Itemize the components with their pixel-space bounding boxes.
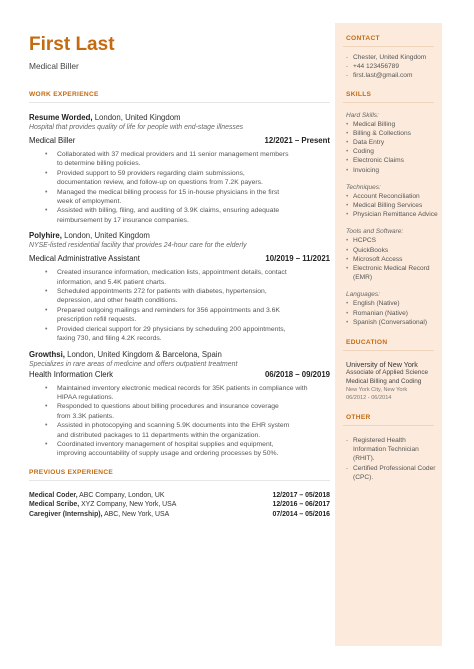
previous-dates: 12/2017 – 05/2018 — [272, 491, 330, 499]
education-dates: 06/2012 - 06/2014 — [346, 395, 392, 402]
previous-item — [29, 510, 330, 519]
skill-item: • Coding — [346, 147, 442, 156]
education-program: Medical Billing and Coding — [346, 377, 422, 385]
contact-location: - Chester, United Kingdom — [346, 53, 442, 62]
previous-dates: 07/2014 – 05/2016 — [272, 510, 330, 518]
previous-item — [29, 500, 330, 509]
company-description: Specializes in rare areas of medicine and offers outpatient treatment — [29, 360, 238, 368]
company-location: London, United Kingdom & Barcelona, Spain — [64, 349, 222, 359]
skill-item: • Medical Billing — [346, 120, 442, 129]
job-entry — [29, 113, 330, 225]
sidebar — [335, 23, 442, 646]
job-dates: 06/2018 – 09/2019 — [264, 369, 330, 379]
company-name: Growthsi, — [29, 349, 65, 359]
other-section — [335, 414, 442, 482]
job-bullets — [29, 150, 330, 225]
other-list — [346, 436, 442, 482]
education-degree: Associate of Applied Science — [346, 369, 429, 377]
skill-group-label: Techniques: — [346, 183, 381, 191]
skill-item: • Electronic Medical Record (EMR) — [346, 264, 442, 282]
certification-item: - Certified Professional Coder (CPC). — [346, 464, 442, 482]
section-title-skills: SKILLS — [346, 90, 372, 98]
bullet-item: • Coordinated inventory management of hospital supplies and equipment, improving accountability of supply usage and ordering processes by 50%. — [29, 440, 330, 459]
section-divider — [343, 46, 434, 47]
company-location: London, United Kingdom — [61, 231, 150, 241]
bullet-item: • Collaborated with 37 medical providers and 11 senior management members to determine billing policies. — [29, 150, 330, 169]
job-entry — [29, 350, 330, 459]
previous-dates: 12/2016 – 06/2017 — [272, 501, 330, 509]
section-divider — [343, 102, 434, 103]
section-divider — [29, 102, 330, 103]
section-title-previous: PREVIOUS EXPERIENCE — [29, 468, 114, 476]
skill-item: • Physician Remittance Advice — [346, 210, 442, 219]
section-divider — [29, 480, 330, 481]
skill-group-list — [346, 192, 442, 220]
previous-experience-section — [29, 469, 330, 519]
bullet-item: • Assisted in photocopying and scanning 5.9K documents into the EHR system and distributed packages to 11 departments within the organization. — [29, 421, 330, 440]
job-title: Health Information Clerk — [29, 369, 114, 379]
bullet-item: • Responded to questions about billing procedures and insurance coverage from 3.3K patients. — [29, 402, 330, 421]
main-column — [29, 34, 330, 519]
skill-group-list — [346, 120, 442, 175]
bullet-item: • Prepared outgoing mailings and reminders for 356 appointments and 3.6K prescription refill requests. — [29, 306, 330, 325]
bullet-item: • Assisted with billing, filing, and auditing of 3.9K claims, ensuring adequate reimbursement by 17 insurance companies. — [29, 206, 330, 225]
section-title-contact: CONTACT — [346, 35, 380, 42]
bullet-item: • Created insurance information, medication lists, appointment details, contact information, and 5.4K patient charts. — [29, 268, 330, 287]
contact-section — [335, 35, 442, 81]
bullet-item: • Provided clerical support for 29 physicians by scheduling 200 appointments, faxing 730, and filing 4.2K records. — [29, 325, 330, 344]
section-divider — [343, 425, 434, 426]
skill-item: • Billing & Collections — [346, 129, 442, 138]
job-title: Medical Biller — [29, 136, 76, 145]
job-company-line — [29, 350, 330, 360]
work-experience-section — [29, 91, 330, 459]
skill-item: • Romanian (Native) — [346, 309, 442, 318]
skill-item: • Data Entry — [346, 138, 442, 147]
skills-section — [335, 91, 442, 327]
company-name: Resume Worded, — [29, 113, 93, 122]
skill-item: • QuickBooks — [346, 246, 442, 255]
job-dates: 12/2021 – Present — [264, 136, 330, 145]
section-title-other: OTHER — [346, 414, 371, 422]
section-divider — [343, 350, 434, 351]
job-dates: 10/2019 – 11/2021 — [265, 254, 330, 264]
bullet-item: • Provided support to 59 providers regarding claim submissions, documentation review, and follow-up on questions from 7.2K payers. — [29, 169, 330, 188]
previous-org: XYZ Company, New York, USA — [79, 501, 177, 509]
skill-group-list — [346, 236, 442, 282]
job-company-line — [29, 113, 330, 123]
skill-item: • Medical Billing Services — [346, 201, 442, 210]
job-title-row — [29, 370, 330, 380]
previous-role: Medical Coder, — [29, 491, 78, 499]
previous-role: Caregiver (Internship), — [29, 510, 103, 518]
section-title-education: EDUCATION — [346, 339, 388, 347]
job-title-row — [29, 136, 330, 146]
skill-item: • HCPCS — [346, 236, 442, 245]
section-title-work: WORK EXPERIENCE — [29, 91, 99, 98]
job-title: Medical Administrative Assistant — [29, 254, 140, 264]
skill-group-label: Languages: — [346, 291, 380, 299]
skill-item: • Invoicing — [346, 166, 442, 175]
skill-group-label: Hard Skills: — [346, 111, 379, 119]
previous-item — [29, 491, 330, 500]
previous-list — [29, 491, 330, 519]
skill-item: • Spanish (Conversational) — [346, 318, 442, 327]
job-entry — [29, 231, 330, 343]
bullet-item: • Scheduled appointments 272 for patients with diabetes, hypertension, depression, and other health conditions. — [29, 287, 330, 306]
bullet-item: • Managed the medical billing process for 15 in-house physicians in the first week of employment. — [29, 188, 330, 207]
candidate-role: Medical Biller — [29, 61, 79, 71]
previous-org: ABC Company, London, UK — [77, 491, 165, 499]
job-company-line — [29, 231, 330, 241]
skill-item: • Microsoft Access — [346, 255, 442, 264]
job-title-row — [29, 254, 330, 264]
bullet-item: • Maintained inventory electronic medical records for 35K patients in compliance with HIPAA regulations. — [29, 384, 330, 403]
education-place: New York City, New York — [346, 387, 408, 394]
contact-phone: - +44 123456789 — [346, 62, 442, 71]
education-school: University of New York — [346, 360, 418, 370]
job-bullets — [29, 268, 330, 343]
education-section — [335, 339, 442, 402]
contact-list — [346, 53, 442, 81]
skill-group-list — [346, 299, 442, 327]
company-name: Polyhire, — [29, 231, 62, 241]
company-description: Hospital that provides quality of life for people with end-stage illnesses — [29, 124, 244, 131]
certification-item: - Registered Health Information Technician (RHIT). — [346, 436, 442, 464]
candidate-name: First Last — [29, 34, 115, 55]
company-description: NYSE-listed residential facility that provides 24-hour care for the elderly — [29, 242, 247, 250]
skill-group-label: Tools and Software: — [346, 228, 404, 236]
skill-item: • English (Native) — [346, 299, 442, 308]
previous-role: Medical Scribe, — [29, 501, 80, 509]
skill-item: • Account Reconciliation — [346, 192, 442, 201]
skill-item: • Electronic Claims — [346, 156, 442, 165]
contact-email: - first.last@gmail.com — [346, 71, 442, 80]
previous-org: ABC, New York, USA — [102, 510, 170, 518]
job-bullets — [29, 384, 330, 459]
company-location: London, United Kingdom — [92, 113, 181, 122]
